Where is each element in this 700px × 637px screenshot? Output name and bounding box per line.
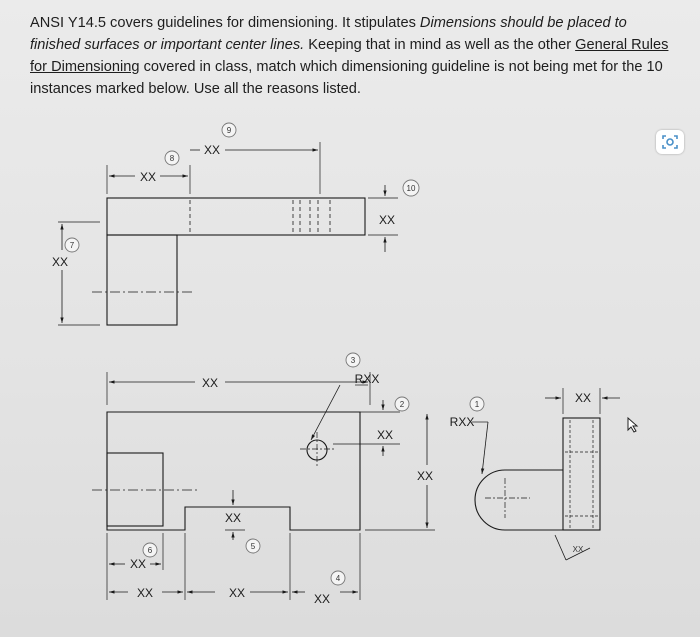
callout-1: 1 (474, 400, 480, 409)
prompt-text-2: Keeping that in mind as well as the other (304, 37, 576, 53)
dim-label-side-width: XX (574, 391, 592, 405)
top-flange (107, 198, 365, 235)
visual-lookup-icon[interactable] (656, 130, 684, 154)
callout-6: 6 (147, 546, 153, 555)
callout-7: 7 (69, 241, 75, 250)
side-view-round-end (475, 470, 563, 530)
dim-label-7: XX (51, 255, 69, 269)
callout-9: 9 (226, 126, 232, 135)
dim-label-10: XX (378, 213, 396, 227)
side-view-body (563, 418, 600, 530)
dim-label-crossed: XX (572, 545, 584, 554)
dim-label-overall-width: XX (201, 376, 219, 390)
prompt-text-1: ANSI Y14.5 covers guidelines for dimensioning. It stipulates (30, 15, 420, 31)
callout-10: 10 (406, 184, 416, 193)
callout-2: 2 (399, 400, 405, 409)
dim-label-8: XX (139, 170, 157, 184)
prompt-text-3: covered in class, match which dimensioning guideline is not being met for the 10 instances marked below. Use all the reasons listed. (30, 59, 663, 97)
dim-label-1: RXX (449, 415, 475, 429)
dim-label-2: XX (376, 428, 394, 442)
dim-label-6: XX (129, 557, 147, 571)
callout-4: 4 (335, 574, 341, 583)
dim-label-overall-height: XX (416, 469, 434, 483)
general-rules-link[interactable]: General Rules for Dimensioning (30, 37, 669, 75)
dim-label-5: XX (224, 511, 242, 525)
dim-label-bottom-1: XX (136, 586, 154, 600)
dim-label-4: XX (313, 592, 331, 606)
dim-label-3: RXX (354, 372, 380, 386)
front-pocket (107, 453, 163, 526)
dim-label-9: XX (203, 143, 221, 157)
callout-3: 3 (350, 356, 356, 365)
top-leg (107, 235, 177, 325)
cursor-icon (628, 418, 637, 432)
dim-label-bottom-2: XX (228, 586, 246, 600)
callout-5: 5 (250, 542, 256, 551)
callout-8: 8 (169, 154, 175, 163)
prompt-italic-rule: Dimensions should be placed to finished surfaces or important center lines. (30, 15, 627, 53)
